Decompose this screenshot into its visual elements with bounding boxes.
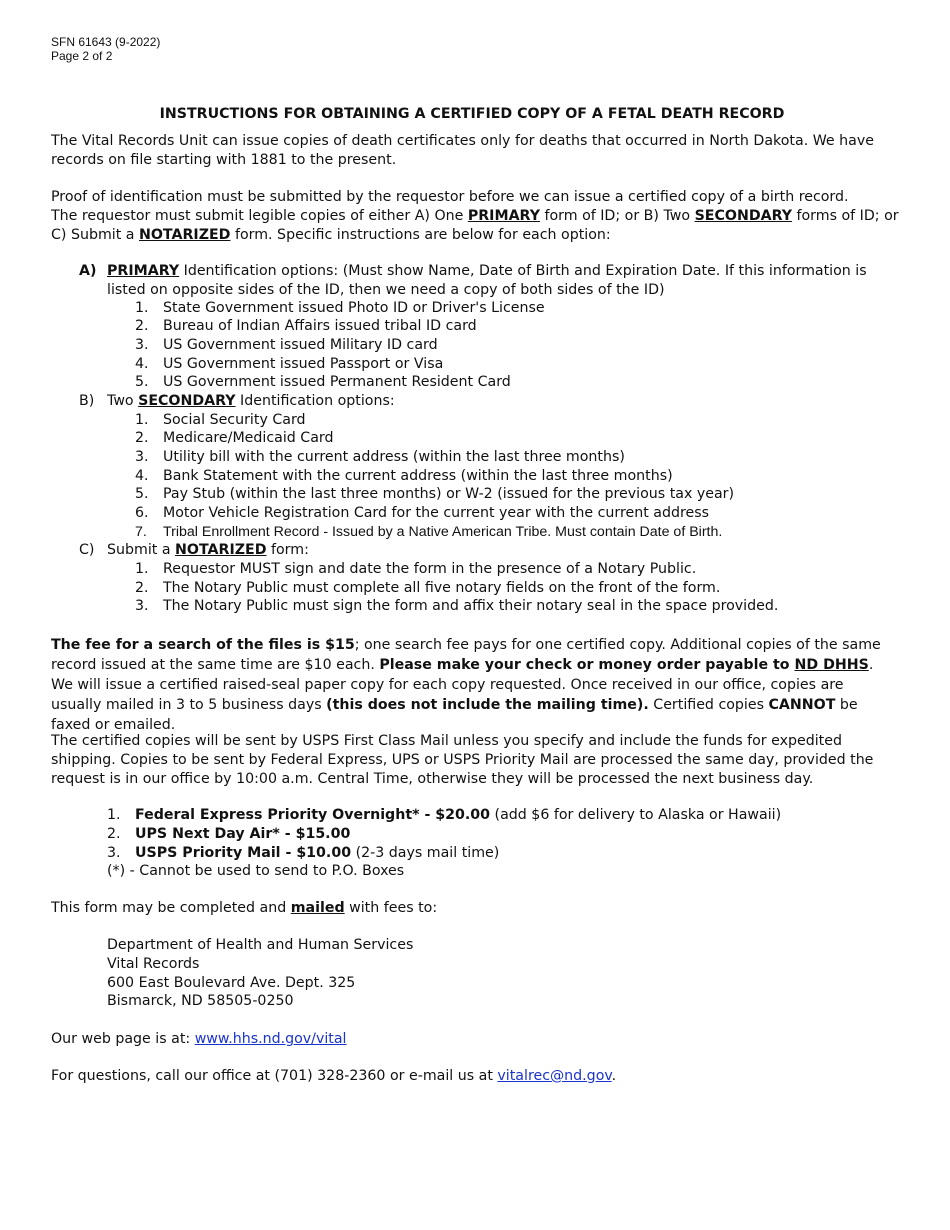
proof-text: form of ID; or B) Two [539,208,695,224]
section-c-heading: Submit a NOTARIZED form: [107,542,309,558]
proof-line: Proof of identification must be submitted by the requestor before we can issue a certified copy of a birth record. [51,189,849,205]
primary-keyword: PRIMARY [467,208,540,224]
section-a-text: Identification options: (Must show Name, Date of Birth and Expiration Date. If this information is listed on opposite sides of the ID, then we need a copy of both sides of the ID) [107,263,867,298]
shipping-option: 2. UPS Next Day Air* - $15.00 [107,826,351,842]
email-link[interactable]: vitalrec@nd.gov [497,1068,612,1084]
section-b-letter: B) [79,393,95,409]
section-a-letter: A) [79,263,97,279]
mailed-keyword: mailed [290,900,345,916]
list-item: 2. The Notary Public must complete all five notary fields on the front of the form. [135,580,721,596]
list-item: 1. Social Security Card [135,412,306,428]
payable-instruction: Please make your check or money order payable to [379,657,795,673]
section-c-letter: C) [79,542,95,558]
primary-label: PRIMARY [107,263,180,279]
list-item: 1. Requestor MUST sign and date the form in the presence of a Notary Public. [135,561,697,577]
list-item: 4. US Government issued Passport or Visa [135,356,444,372]
mail-instruction: This form may be completed and mailed with fees to: [51,900,438,916]
list-item: 5. Pay Stub (within the last three months) or W-2 (issued for the previous tax year) [135,486,735,502]
list-item: 3. US Government issued Military ID card [135,337,438,353]
form-number: SFN 61643 (9-2022) [51,35,161,49]
intro-paragraph: The Vital Records Unit can issue copies of death certificates only for deaths that occurred in North Dakota. We have records on file starting with 1881 to the present. [51,133,874,168]
proof-options [51,207,901,245]
section-b-heading: Two SECONDARY Identification options: [107,393,395,409]
address-line: Vital Records [107,956,200,972]
web-link[interactable]: www.hhs.nd.gov/vital [194,1031,347,1047]
form-header [51,35,160,63]
web-line: Our web page is at: www.hhs.nd.gov/vital [51,1031,347,1047]
section-a-heading [107,262,907,300]
list-item: 2. Medicare/Medicaid Card [135,430,334,446]
list-item: 6. Motor Vehicle Registration Card for the current year with the current address [135,505,710,521]
list-item: 3. Utility bill with the current address (within the last three months) [135,449,625,465]
shipping-option: 1. Federal Express Priority Overnight* - $20.00 (add $6 for delivery to Alaska or Hawaii) [107,807,782,823]
proof-text: The requestor must submit legible copies of either A) One [51,208,468,224]
page-title: INSTRUCTIONS FOR OBTAINING A CERTIFIED COPY OF A FETAL DEATH RECORD [159,106,785,122]
address-line: Bismarck, ND 58505-0250 [107,993,294,1009]
list-item: 4. Bank Statement with the current address (within the last three months) [135,468,673,484]
fee-paragraph: The fee for a search of the files is $15; one search fee pays for one certified copy. Additional copies of the same record issued at the same time are $10 each. Please make your check or money order payable to ND DHHS. We will issue a certified raised-seal paper copy for each copy requested. Once received in our office, copies are usually mailed in 3 to 5 business days (this does not include the mailing time). Certified copies CANNOT be faxed or emailed. [51,637,881,733]
secondary-keyword: SECONDARY [694,208,792,224]
shipping-paragraph: The certified copies will be sent by USPS First Class Mail unless you specify and include the funds for expedited shipping. Copies to be sent by Federal Express, UPS or USPS Priority Mail are processed the same day, provided the request is in our office by 10:00 a.m. Central Time, otherwise they will be processed the next business day. [51,733,874,787]
list-item: 1. State Government issued Photo ID or Driver's License [135,300,545,316]
shipping-note: (*) - Cannot be used to send to P.O. Boxes [107,863,405,879]
shipping-option: 3. USPS Priority Mail - $10.00 (2-3 days mail time) [107,845,500,861]
proof-text: form. Specific instructions are below for each option: [230,227,611,243]
address-line: 600 East Boulevard Ave. Dept. 325 [107,975,356,991]
proof-text: forms of ID; or C) Submit a [51,208,899,243]
fee-amount: The fee for a search of the files is $15 [51,637,355,653]
list-item: 5. US Government issued Permanent Resident Card [135,374,511,390]
cannot-keyword: CANNOT [768,697,836,713]
proof-paragraph [51,188,901,245]
notarized-label: NOTARIZED [175,542,267,558]
list-item: 3. The Notary Public must sign the form and affix their notary seal in the space provided. [135,598,779,614]
contact-line: For questions, call our office at (701) 328-2360 or e-mail us at vitalrec@nd.gov. [51,1068,617,1084]
list-item: 7. Tribal Enrollment Record - Issued by a Native American Tribe. Must contain Date of Birth. [135,524,723,540]
payee-name: ND DHHS [794,657,869,673]
notarized-keyword: NOTARIZED [139,227,231,243]
list-item: 2. Bureau of Indian Affairs issued tribal ID card [135,318,477,334]
address-line: Department of Health and Human Services [107,937,414,953]
secondary-label: SECONDARY [138,393,236,409]
page-number: Page 2 of 2 [51,49,113,63]
